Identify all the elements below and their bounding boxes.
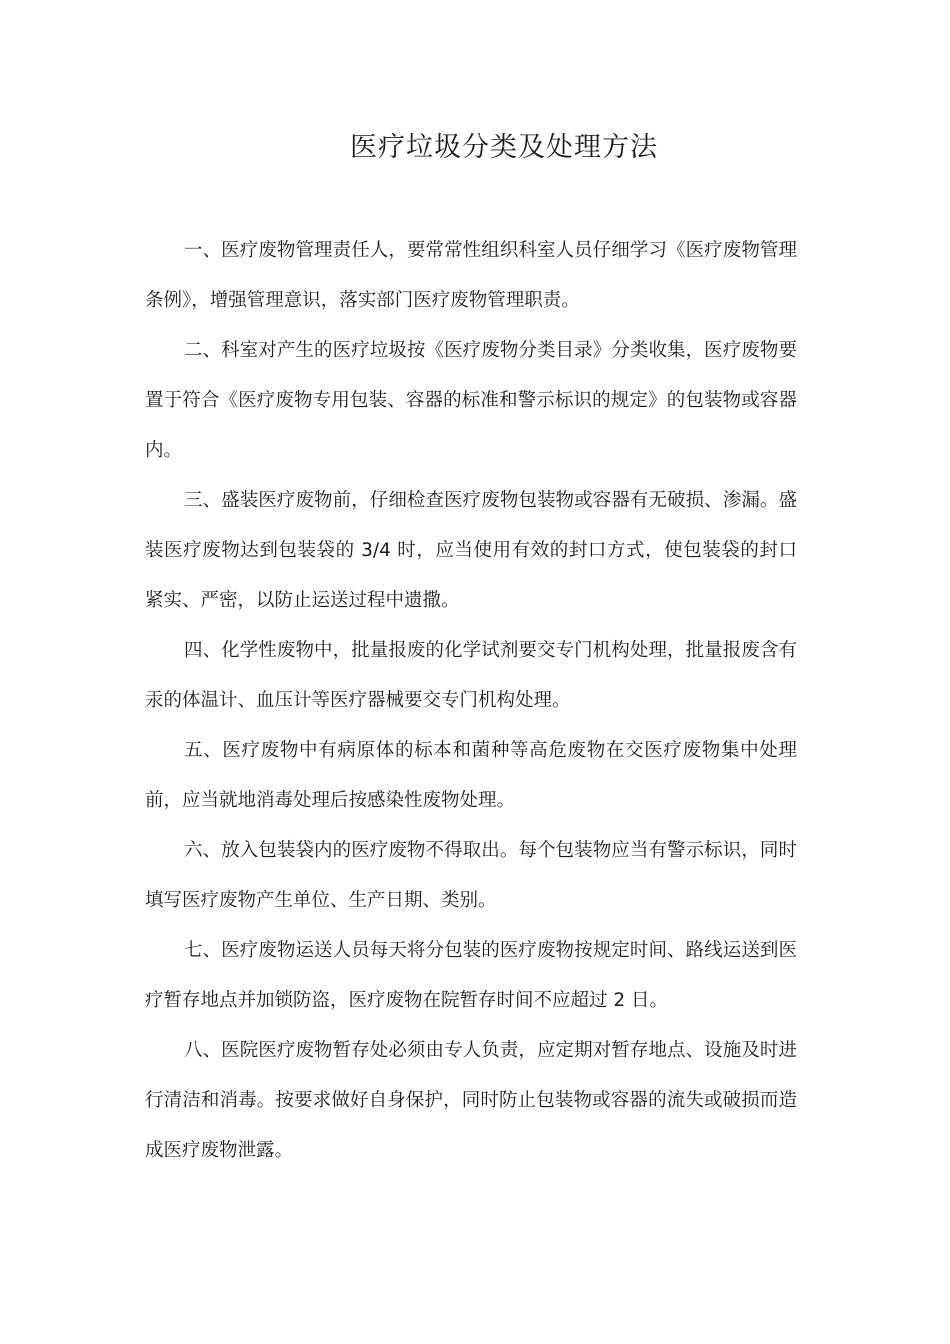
- document-body: [145, 226, 797, 1176]
- paragraph-5: 五、医疗废物中有病原体的标本和菌种等高危废物在交医疗废物集中处理前，应当就地消毒处理后按感染性废物处理。: [145, 740, 797, 811]
- paragraph-3: 三、盛装医疗废物前，仔细检查医疗废物包装物或容器有无破损、渗漏。盛装医疗废物达到包装袋的 3/4 时，应当使用有效的封口方式，使包装袋的封口紧实、严密，以防止运送过程中遗撒。: [145, 490, 797, 611]
- paragraph-2: 二、科室对产生的医疗垃圾按《医疗废物分类目录》分类收集，医疗废物要置于符合《医疗废物专用包装、容器的标准和警示标识的规定》的包装物或容器内。: [145, 340, 797, 461]
- paragraph-4: 四、化学性废物中，批量报废的化学试剂要交专门机构处理，批量报废含有汞的体温计、血压计等医疗器械要交专门机构处理。: [145, 640, 797, 711]
- document-title: 医疗垃圾分类及处理方法: [350, 132, 658, 163]
- paragraph-6: 六、放入包装袋内的医疗废物不得取出。每个包装物应当有警示标识，同时填写医疗废物产生单位、生产日期、类别。: [145, 840, 797, 911]
- paragraph-8: 八、医院医疗废物暂存处必须由专人负责，应定期对暂存地点、设施及时进行清洁和消毒。按要求做好自身保护，同时防止包装物或容器的流失或破损而造成医疗废物泄露。: [145, 1040, 797, 1161]
- paragraph-7: 七、医疗废物运送人员每天将分包装的医疗废物按规定时间、路线运送到医疗暂存地点并加锁防盗，医疗废物在院暂存时间不应超过 2 日。: [145, 940, 797, 1011]
- paragraph-1: 一、医疗废物管理责任人，要常常性组织科室人员仔细学习《医疗废物管理条例》，增强管理意识，落实部门医疗废物管理职责。: [145, 240, 797, 311]
